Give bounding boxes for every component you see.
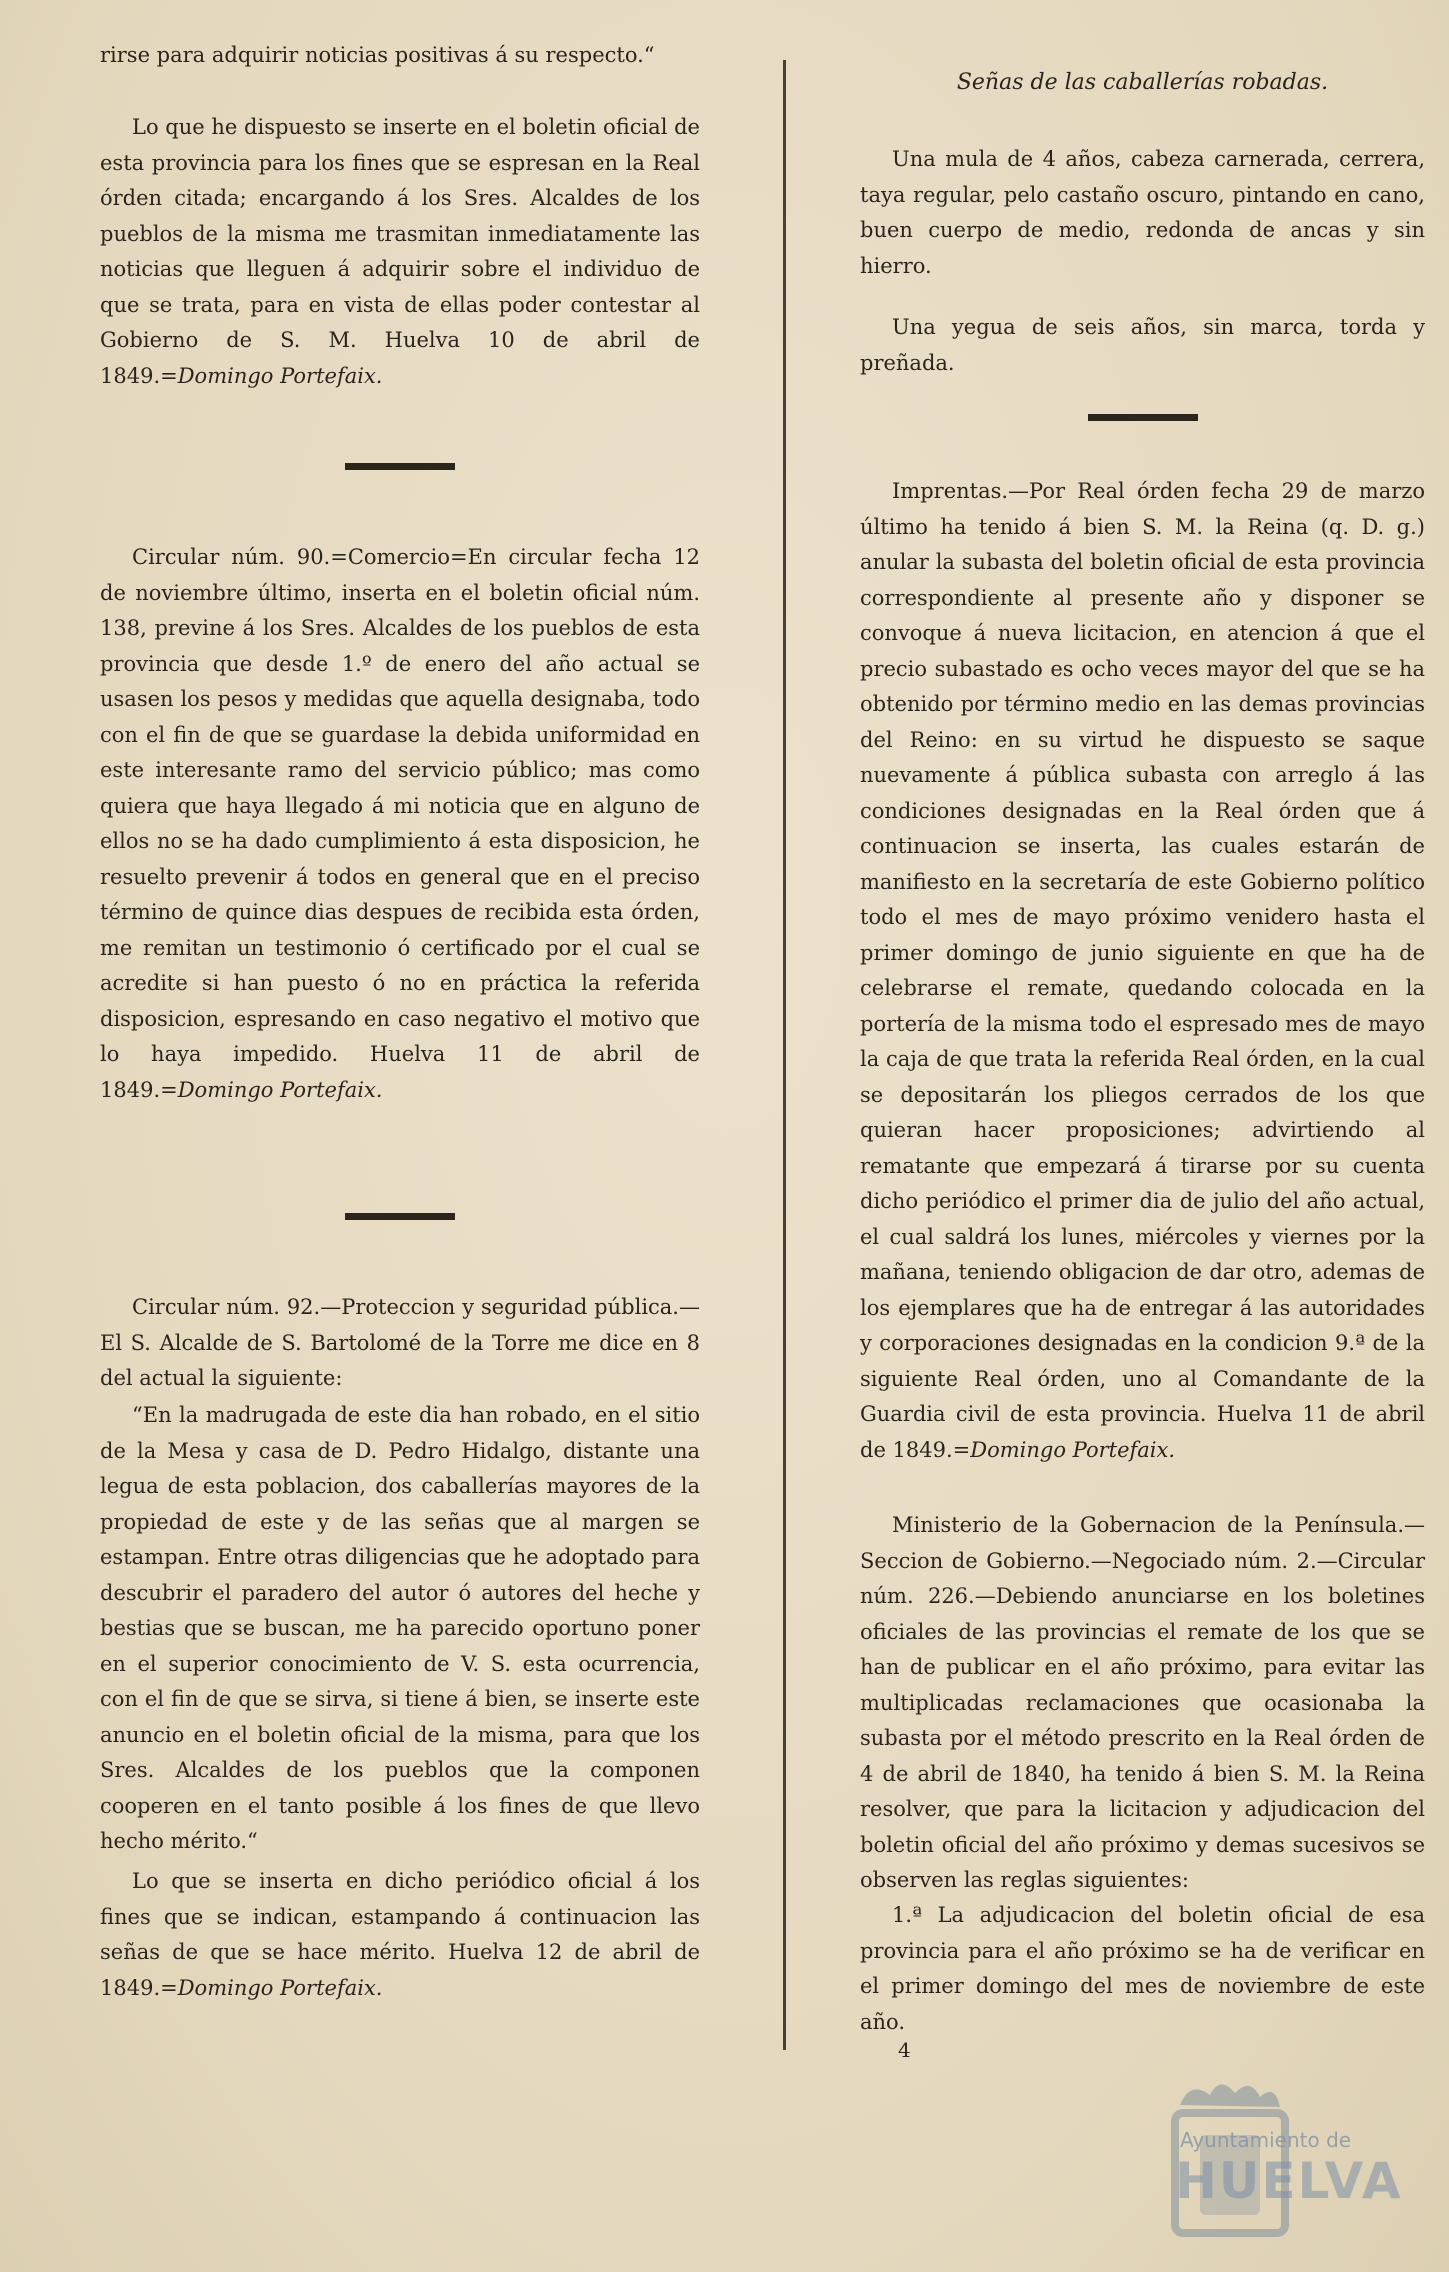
- paragraph-insert-note: [100, 1864, 700, 2006]
- circular-90-text: Circular núm. 90.=Comercio=En circular fecha 12 de noviembre último, inserta en el boletin oficial núm. 138, previne á los Sres. Alcaldes de los pueblos de esta provincia que desde 1.º de enero del año actual se usasen los pesos y medidas que aquella designaba, todo con el fin de que se guardase la debida uniformidad en este interesante ramo del servicio público; mas como quiera que haya llegado á mi noticia que en alguno de ellos no se ha dado cumplimiento á esta disposicion, he resuelto prevenir á todos en general que en el preciso término de quince dias despues de recibida esta órden, me remitan un testimonio ó certificado por el cual se acredite si han puesto ó no en práctica la referida disposicion, espresando en caso negativo el motivo que lo haya impedido. Huelva 11 de abril de 1849.: [100, 545, 700, 1102]
- paragraph-circular-90: [100, 540, 700, 1108]
- signature: =Domingo Portefaix.: [160, 1077, 383, 1102]
- section-rule: [1088, 414, 1198, 421]
- paragraph-circular-92: Circular núm. 92.—Proteccion y seguridad pública.—El S. Alcalde de S. Bartolomé de la Torre me dice en 8 del actual la siguiente:: [100, 1295, 700, 1390]
- description-mule: Una mula de 4 años, cabeza carnerada, cerrera, taya regular, pelo castaño oscuro, pintando en cano, buen cuerpo de medio, redonda de ancas y sin hierro.: [860, 147, 1425, 278]
- column-divider: [783, 60, 786, 2050]
- signature: =Domingo Portefaix.: [160, 363, 383, 388]
- signature: =Domingo Portefaix.: [952, 1437, 1176, 1462]
- signature: =Domingo Portefaix.: [160, 1975, 383, 2000]
- page-marker: 4: [898, 2038, 911, 2062]
- section-rule: [345, 1213, 455, 1220]
- description-mare: Una yegua de seis años, sin marca, torda y preñada.: [860, 315, 1425, 375]
- notice-1-text: Lo que he dispuesto se inserte en el boletin oficial de esta provincia para los fines que se espresan en la Real órden citada; encargando á los Sres. Alcaldes de los pueblos de la misma me trasmitan inmediatamente las noticias que lleguen á adquirir sobre el individuo de que se trata, para en vista de ellas poder contestar al Gobierno de S. M. Huelva 10 de abril de 1849.: [100, 115, 700, 388]
- imprentas-text: Imprentas.—Por Real órden fecha 29 de marzo último ha tenido á bien S. M. la Reina (q. D. g.) anular la subasta del boletin oficial de esta provincia correspondiente al presente año y disponer se convoque á nueva licitacion, en atencion á que el precio subastado es ocho veces mayor del que se ha obtenido por término medio en las demas provincias del Reino: en su virtud he dispuesto se saque nuevamente á pública subasta con arreglo á las condiciones designadas en la Real órden que á continuacion se inserta, las cuales estarán de manifiesto en la secretaría de este Gobierno político todo el mes de mayo próximo venidero hasta el primer domingo de junio siguiente en que ha de celebrarse el remate, quedando colocada en la portería de la misma todo el espresado mes de mayo la caja de que trata la referida Real órden, en la cual se depositarán los pliegos cerrados de los que quieran hacer proposiciones; advirtiendo al rematante que empezará á tirarse por su cuenta dicho periódico el primer dia de julio del año actual, el cual saldrá los lunes, miércoles y viernes por la mañana, teniendo obligacion de dar otro, ademas de los ejemplares que ha de entregar á las autoridades y corporaciones designadas en la condicion 9.ª de la siguiente Real órden, uno al Comandante de la Guardia civil de esta provincia. Huelva 11 de abril de 1849.: [860, 479, 1425, 1462]
- stolen-animals-caption: Señas de las caballerías robadas.: [956, 70, 1329, 95]
- paragraph-imprentas: [860, 474, 1425, 1468]
- watermark-line-2: HUELVA: [1175, 2152, 1403, 2210]
- section-rule: [345, 463, 455, 470]
- paragraph-continuation: rirse para adquirir noticias positivas á su respecto.“: [100, 43, 655, 67]
- watermark-line-1: Ayuntamiento de: [1180, 2128, 1352, 2152]
- paragraph-notice-1: [100, 110, 700, 394]
- paragraph-quoted-report: “En la madrugada de este dia han robado, en el sitio de la Mesa y casa de D. Pedro Hidalgo, distante una legua de esta poblacion, dos caballerías mayores de la propiedad de este y de las señas que al margen se estampan. Entre otras diligencias que he adoptado para descubrir el paradero del autor ó autores del heche y bestias que se buscan, me ha parecido oportuno poner en el superior conocimiento de V. S. esta ocurrencia, con el fin de que se sirva, si tiene á bien, se inserte este anuncio en el boletin oficial de la misma, para que los Sres. Alcaldes de los pueblos que la componen cooperen en el tanto posible á los fines de que llevo hecho mérito.“: [100, 1403, 700, 1853]
- paragraph-ministerio: Ministerio de la Gobernacion de la Península.—Seccion de Gobierno.—Negociado núm. 2.—Circular núm. 226.—Debiendo anunciarse en los boletines oficiales de las provincias el remate de los que se han de publicar en el año próximo, para evitar las multiplicadas reclamaciones que ocasionaba la subasta por el método prescrito en la Real órden de 4 de abril de 1840, ha tenido á bien S. M. la Reina resolver, que para la licitacion y adjudicacion del boletin oficial del año próximo y demas sucesivos se observen las reglas siguientes:: [860, 1513, 1425, 1892]
- paragraph-rule-1: 1.ª La adjudicacion del boletin oficial de esa provincia para el año próximo se ha de verificar en el primer domingo del mes de noviembre de este año.: [860, 1903, 1425, 2034]
- insert-note-text: Lo que se inserta en dicho periódico oficial á los fines que se indican, estampando á continuacion las señas de que se hace mérito. Huelva 12 de abril de 1849.: [100, 1869, 700, 2000]
